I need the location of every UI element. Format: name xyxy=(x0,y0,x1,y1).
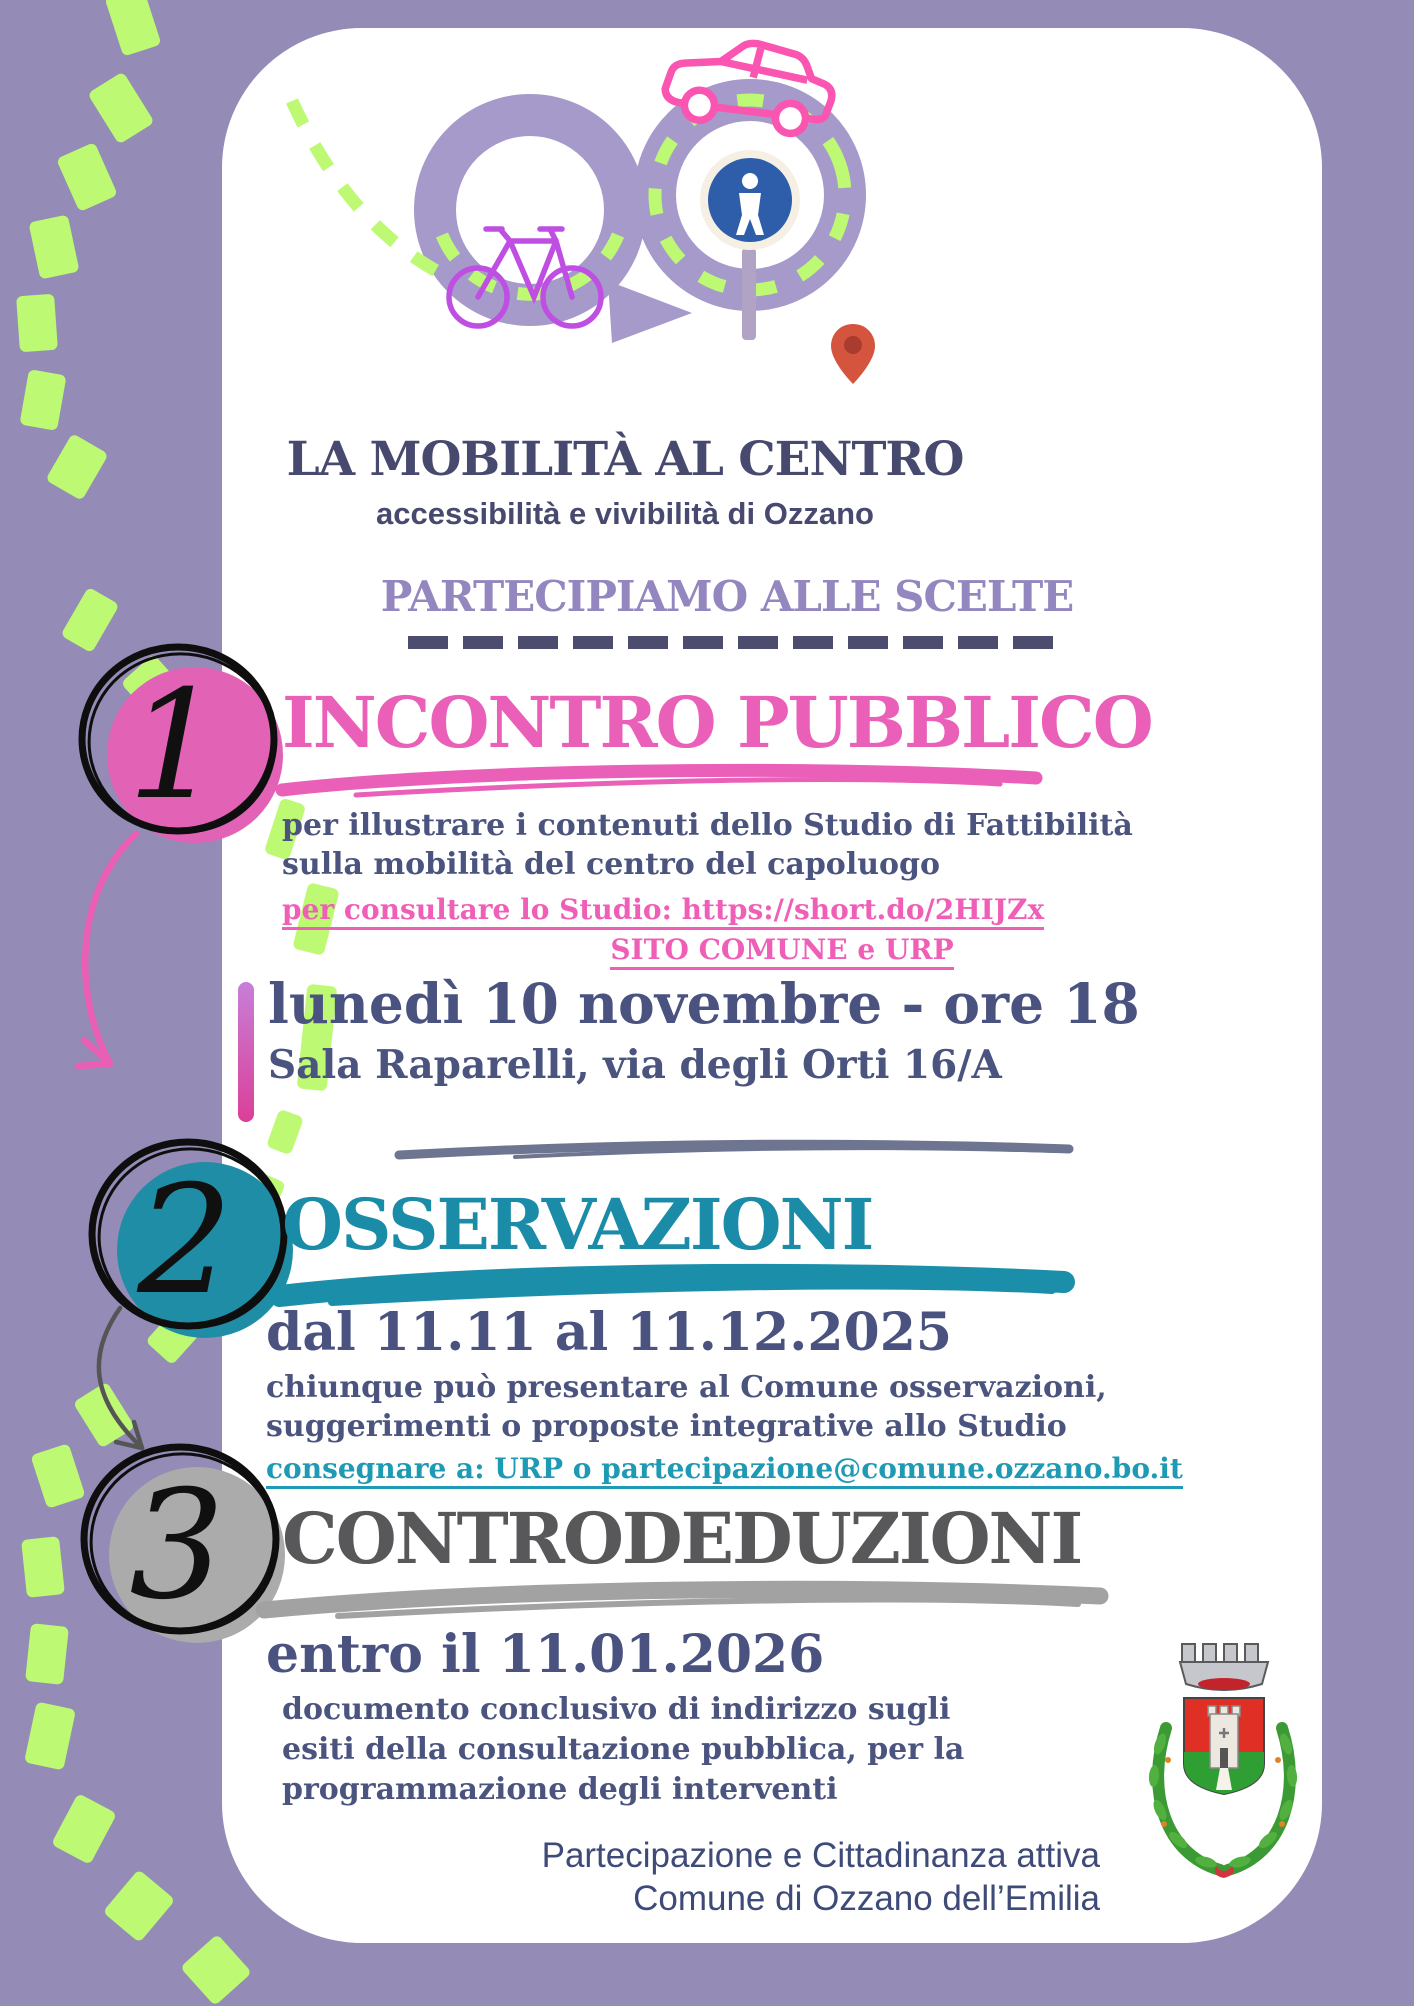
slate-underline-brush xyxy=(395,1135,1075,1163)
step-1-venue: Sala Raparelli, via degli Orti 16/A xyxy=(268,1042,1002,1088)
footer-line1: Partecipazione e Cittadinanza attiva xyxy=(541,1836,1100,1875)
step-2-date: dal 11.11 al 11.12.2025 xyxy=(266,1302,953,1363)
road-dash xyxy=(51,1793,117,1865)
pedestrian-sign-icon xyxy=(700,150,800,340)
step-2-body xyxy=(266,1368,1107,1446)
road-dash xyxy=(104,0,161,57)
step-2-body-line2: suggerimenti o proposte integrative allo Studio xyxy=(266,1409,1067,1444)
arrow-step1-to-step2 xyxy=(58,828,178,1086)
step-1-date: lunedì 10 novembre - ore 18 xyxy=(268,971,1140,1036)
footer-line2: Comune di Ozzano dell’Emilia xyxy=(633,1879,1100,1918)
road-dash xyxy=(180,1934,252,2006)
road-dash xyxy=(87,71,154,144)
road-dash xyxy=(25,1623,69,1685)
step-1-body-line2: sulla mobilità del centro del capoluogo xyxy=(282,847,941,882)
ozzano-coat-of-arms xyxy=(1128,1628,1318,1883)
road-dash xyxy=(103,1869,176,1943)
road-dash xyxy=(21,1536,65,1598)
date-accent-bar xyxy=(238,982,254,1122)
email-link[interactable]: consegnare a: URP o partecipazione@comune.ozzano.bo.it xyxy=(266,1452,1183,1485)
step-1-body-line1: per illustrare i contenuti dello Studio di Fattibilità xyxy=(282,808,1133,843)
pink-underline-brush xyxy=(276,762,1046,802)
shield-tower-icon xyxy=(1184,1698,1264,1794)
road-dash xyxy=(24,1702,76,1771)
road-dash xyxy=(56,142,118,212)
step-2-number: 2 xyxy=(137,1154,233,1328)
step-3-badge xyxy=(67,1427,297,1657)
step-1-heading: INCONTRO PUBBLICO xyxy=(282,681,1152,764)
mural-crown-icon xyxy=(1180,1644,1268,1690)
step-3-body-line2: esiti della consultazione pubblica, per la xyxy=(282,1732,965,1767)
location-pin-icon xyxy=(830,322,876,386)
road-dash xyxy=(16,294,58,353)
step-3-body-line1: documento conclusivo di indirizzo sugli xyxy=(282,1692,951,1727)
road-dash xyxy=(28,214,79,279)
road-dash xyxy=(45,433,108,501)
study-link[interactable]: per consultare lo Studio: https://short.do/2HIJZx xyxy=(282,893,1044,926)
tagline-dashed-divider xyxy=(408,636,1053,649)
step-2-body-line1: chiunque può presentare al Comune osservazioni, xyxy=(266,1370,1107,1405)
step-1-number: 1 xyxy=(127,659,223,833)
step-3-number: 3 xyxy=(129,1459,225,1633)
mobility-logo-graphic xyxy=(290,35,1030,385)
poster-title: LA MOBILITÀ AL CENTRO xyxy=(286,432,964,487)
step-3-body xyxy=(282,1690,964,1810)
step-3-date: entro il 11.01.2026 xyxy=(266,1624,825,1685)
road-dash xyxy=(19,369,66,431)
poster-subtitle: accessibilità e vivibilità di Ozzano xyxy=(376,496,874,531)
step-1-body xyxy=(282,806,1133,884)
sito-comune-link[interactable]: SITO COMUNE e URP xyxy=(402,933,1162,966)
step-3-heading: CONTRODEDUZIONI xyxy=(282,1497,1082,1580)
gray-underline-brush xyxy=(258,1578,1108,1622)
footer-credits xyxy=(500,1834,1100,1920)
poster-tagline: PARTECIPIAMO ALLE SCELTE xyxy=(380,572,1074,621)
step-3-body-line3: programmazione degli interventi xyxy=(282,1772,838,1807)
step-2-heading: OSSERVAZIONI xyxy=(282,1183,873,1266)
step-1-badge xyxy=(65,627,295,857)
